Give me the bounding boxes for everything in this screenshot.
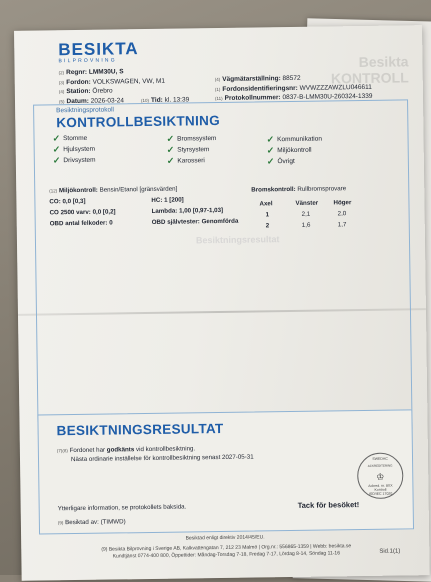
check-item: ✓ Drivsystem [52, 155, 96, 166]
check-item: ✓ Hjulsystem [52, 144, 96, 155]
date-row: (5) Datum: 2026-03-24 [58, 96, 125, 105]
crown-icon: ♔ [376, 471, 385, 482]
vin-row: (1) Fordonsidentifieringsnr: WVWZZZAWZLU046611 [214, 83, 372, 93]
result-line-2: Nästa ordinarie inställelse för kontrollbesiktning senast 2027-05-31 [70, 453, 254, 463]
checkmark-icon: ✓ [166, 133, 175, 144]
result-title: BESIKTNINGSRESULTAT [56, 420, 224, 439]
logo-subtitle: BILPROVNING [58, 57, 117, 65]
check-item: ✓ Karosseri [166, 155, 205, 166]
obd-tests-row: OBD självtester: Genomförda [151, 217, 239, 226]
checkmark-icon: ✓ [266, 156, 275, 167]
header-protocol-info [215, 73, 373, 104]
station-row: (4) Station: Örebro [58, 87, 113, 96]
check-item: ✓ Styrsystem [166, 144, 210, 155]
brake-cell: 2,0 [337, 210, 347, 218]
protocol-number-row: (11) Protokollnummer: 0837-B-LMM30U-260324-1339 [214, 92, 373, 102]
obd-errors-value: OBD antal felkoder: 0 [49, 219, 113, 228]
seal-line: Kontroll [374, 487, 387, 492]
co2500-value: CO 2500 varv: 0,0 [0,2] [49, 208, 116, 217]
brake-cell: 1 [265, 211, 270, 219]
odometer-row: (4) Vägmätarställning: 88572 [214, 74, 301, 83]
footer-law: Besiktad enligt direktiv 2014/45/EU. [185, 534, 265, 542]
swedac-seal [357, 452, 404, 499]
brake-cell: 1,7 [337, 221, 347, 229]
vehicle-row: (3) Fordon: VOLKSWAGEN, VW, M1 [58, 77, 165, 86]
seal-top-text: SWEDAC [372, 456, 388, 461]
check-item: ✓ Kommunikation [266, 134, 322, 145]
protocol-label: Besiktningsprotokoll [56, 106, 114, 115]
checkmark-icon: ✓ [166, 144, 175, 155]
faded-print-through: Besiktningsresultat [195, 234, 280, 246]
result-line-1: (7)(8) Fordonet har godkänts vid kontrollbesiktning. [56, 445, 196, 455]
thanks-text: Tack för besöket! [297, 500, 360, 510]
inspected-by: (9) Besiktad av: (TIMWD) [57, 518, 126, 527]
seal-side-text: ACKREDITERING [367, 463, 393, 468]
footer-company [61, 543, 391, 562]
besikta-logo [58, 39, 139, 64]
result-text [57, 445, 254, 465]
footer-line-1: (9) Besikta Bilprovning i Sverige AB, Kalkvattengatan 7, 212 23 Malmö | Org.nr.: 556865-1359 | Webb: besikta.se [101, 543, 352, 553]
check-item: ✓ Miljökontroll [266, 145, 312, 156]
brake-heading: Bromskontroll: Rullbromsprovare [251, 185, 347, 194]
brake-cell: 2 [265, 222, 270, 230]
result-box [37, 409, 414, 534]
brake-header-right: Höger [333, 199, 352, 207]
seal-line: ISO/IEC 17020 [368, 491, 393, 496]
page-number: Sid.1(1) [379, 548, 401, 555]
more-info-text: Ytterligare information, se protokollets baksida. [57, 503, 187, 513]
check-item: ✓ Övrigt [266, 156, 295, 167]
brake-cell: 2,1 [301, 210, 311, 218]
logo-wordmark: BESIKTA [58, 39, 139, 60]
co-value: CO: 0,0 [0,3] [49, 197, 86, 206]
ghost-line: Besikta [358, 53, 409, 71]
checkmark-icon: ✓ [52, 155, 61, 166]
hc-value: HC: 1 [200] [151, 196, 184, 204]
checkmark-icon: ✓ [266, 134, 275, 145]
check-item: ✓ Stomme [52, 133, 88, 144]
brake-header-axle: Axel [259, 200, 273, 208]
inspection-protocol-document [14, 25, 430, 581]
ghost-line: KONTROLL [330, 69, 409, 87]
lambda-value: Lambda: 1,00 [0,97-1,03] [151, 206, 224, 215]
reg-number-row: (2) Regnr: LMM30U, S [58, 68, 124, 77]
checkmark-icon: ✓ [52, 133, 61, 144]
checkmark-icon: ✓ [52, 144, 61, 155]
inspection-box [33, 99, 413, 434]
brake-header-left: Vänster [295, 199, 319, 207]
seal-line: Ackred. nr. 8XX [368, 483, 393, 488]
footer-line-2: Kundtjänst 0774-400 800, Öppettider: Måndag-Torsdag 7-18, Fredag 7-17, Lördag 8-14, Söndag 11-16 [112, 550, 341, 560]
brake-cell: 1,6 [301, 221, 311, 229]
checkmark-icon: ✓ [166, 155, 175, 166]
inspection-title: KONTROLLBESIKTNING [56, 112, 221, 131]
environment-heading: (12) Miljökontroll: Bensin/Etanol [gränsvärden] [49, 185, 178, 195]
check-item: ✓ Bromssystem [166, 133, 217, 144]
environment-control-col2 [151, 194, 238, 228]
checkmark-icon: ✓ [266, 145, 275, 156]
time-row: (10) Tid: kl. 13:39 [140, 95, 190, 104]
